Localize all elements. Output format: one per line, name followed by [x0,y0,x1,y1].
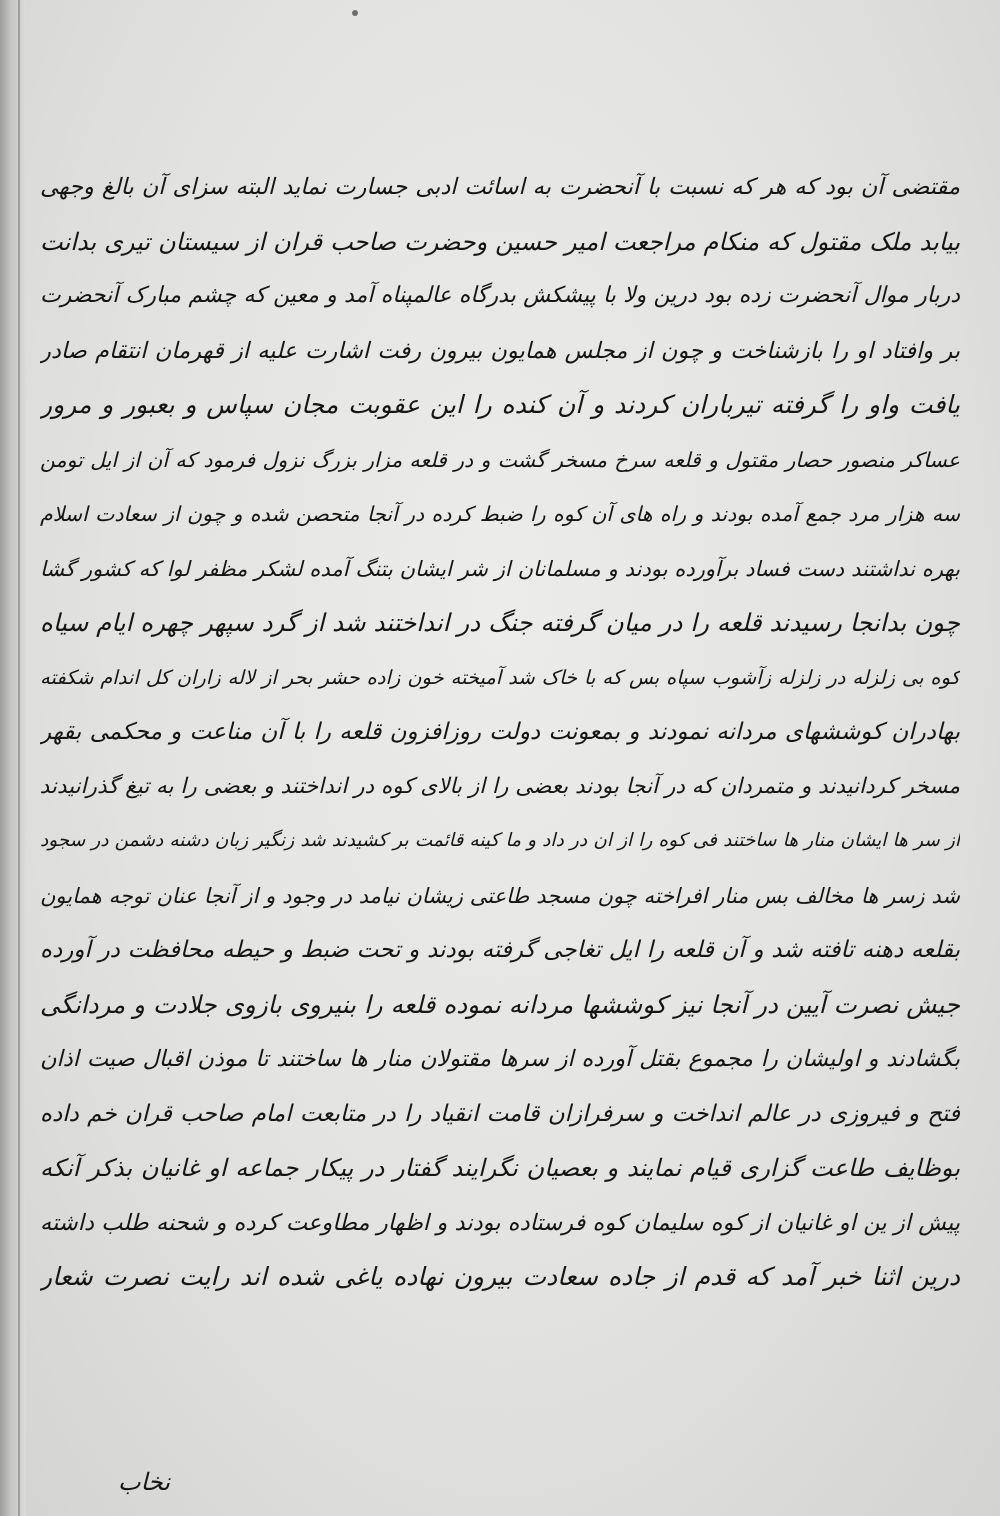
text-line: دربار موال آنحضرت زده بود درین ولا با پیشکش بدرگاه عالمپناه آمد و معین که چشم مبارک آنحضرت [40,283,960,308]
text-line: بگشادند و اولیشان را مجموع بقتل آورده از سرها مقتولان منار ها ساختند تا موذن اقبال صیت اذان [40,1046,960,1072]
text-line: عساکر منصور حصار مقتول و قلعه سرخ مسخر گشت و در قلعه مزار بزرگ نزول فرمود که آن از ایل تومن [40,447,960,472]
page-edge-shadow [0,0,26,1516]
text-line: کوه بی زلزله در زلزله زآشوب سپاه بس که با خاک شد آمیخته خون زاده حشر بحر از لاله زاران کل اندام شکفته [40,665,960,689]
text-line: درین اثنا خبر آمد که قدم از جاده سعادت بیرون نهاده یاغی شده اند رایت نصرت شعار [40,1262,960,1291]
text-line: شد زسر ها مخالف بس منار افراخته چون مسجد طاعتی زیشان نیامد در وجود و از آنجا عنان توجه همایون [40,883,960,908]
ink-spot [352,10,358,16]
text-line: از سر ها ایشان منار ها ساختند فی کوه را از ان در داد و ما کینه قائمت بر کشیدند شد زنگیر زبان دشنه دشمن در سجود [40,830,960,851]
text-line: فتح و فیروزی در عالم انداخت و سرفرازان قامت انقیاد را در متابعت امام صاحب قران خم داده [40,1100,960,1127]
text-line: بر وافتاد او را بازشناخت و چون از مجلس همایون بیرون رفت اشارت علیه از قهرمان انتقام صادر [40,337,960,364]
binding-line [18,0,20,1516]
text-line: بقلعه دهنه تافته شد و آن قلعه را ایل تغاجی گرفته بودند و تحت ضبط و حیطه محافظت در آورده [40,937,960,963]
text-line: مسخر کردانیدند و متمردان که در آنجا بودند بعضی را از بالای کوه در انداختند و بعضی را به تیغ گذرانیدند [40,773,960,799]
text-line: سه هزار مرد جمع آمده بودند و راه های آن کوه را ضبط کرده در آنجا متحصن شده و چون از سعادت اسلام [40,502,960,526]
text-line: مقتضی آن بود که هر که نسبت با آنحضرت به اسائت ادبی جسارت نماید البته سزای آن بالغ وجهی [40,174,960,200]
text-line: چون بدانجا رسیدند قلعه را در میان گرفته جنگ در انداختند شد از گرد سپهر چهره ایام سیاه [40,608,960,637]
catchword: نخاب [118,1468,171,1496]
text-line: بیابد ملک مقتول که منکام مراجعت امیر حسین وحضرت صاحب قران از سیستان تیری بدانت [40,227,960,256]
text-line: بوظایف طاعت گزاری قیام نمایند و بعصیان نگرایند گفتار در پیکار جماعه او غانیان بذکر آنکه [40,1154,960,1182]
text-line: پیش از ین او غانیان از کوه سلیمان کوه فرستاده بودند و اظهار مطاوعت کرده و شحنه طلب داشته [40,1209,960,1236]
text-line: بهره نداشتند دست فساد برآورده بودند و مسلمانان از شر ایشان بتنگ آمده لشکر مظفر لوا که کشور گشا [40,556,960,581]
text-line: جیش نصرت آیین در آنجا نیز کوششها مردانه نموده قلعه را بنیروی بازوی جلادت و مردانگی [40,989,960,1019]
manuscript-text-block [40,160,960,1305]
text-line: یافت واو را گرفته تیرباران کردند و آن کنده را این عقوبت مجان سپاس و بعبور و مرور [40,390,960,419]
text-line: بهادران کوششهای مردانه نمودند و بمعونت دولت روزافزون قلعه را با آن مناعت و محکمی بقهر [40,719,960,745]
